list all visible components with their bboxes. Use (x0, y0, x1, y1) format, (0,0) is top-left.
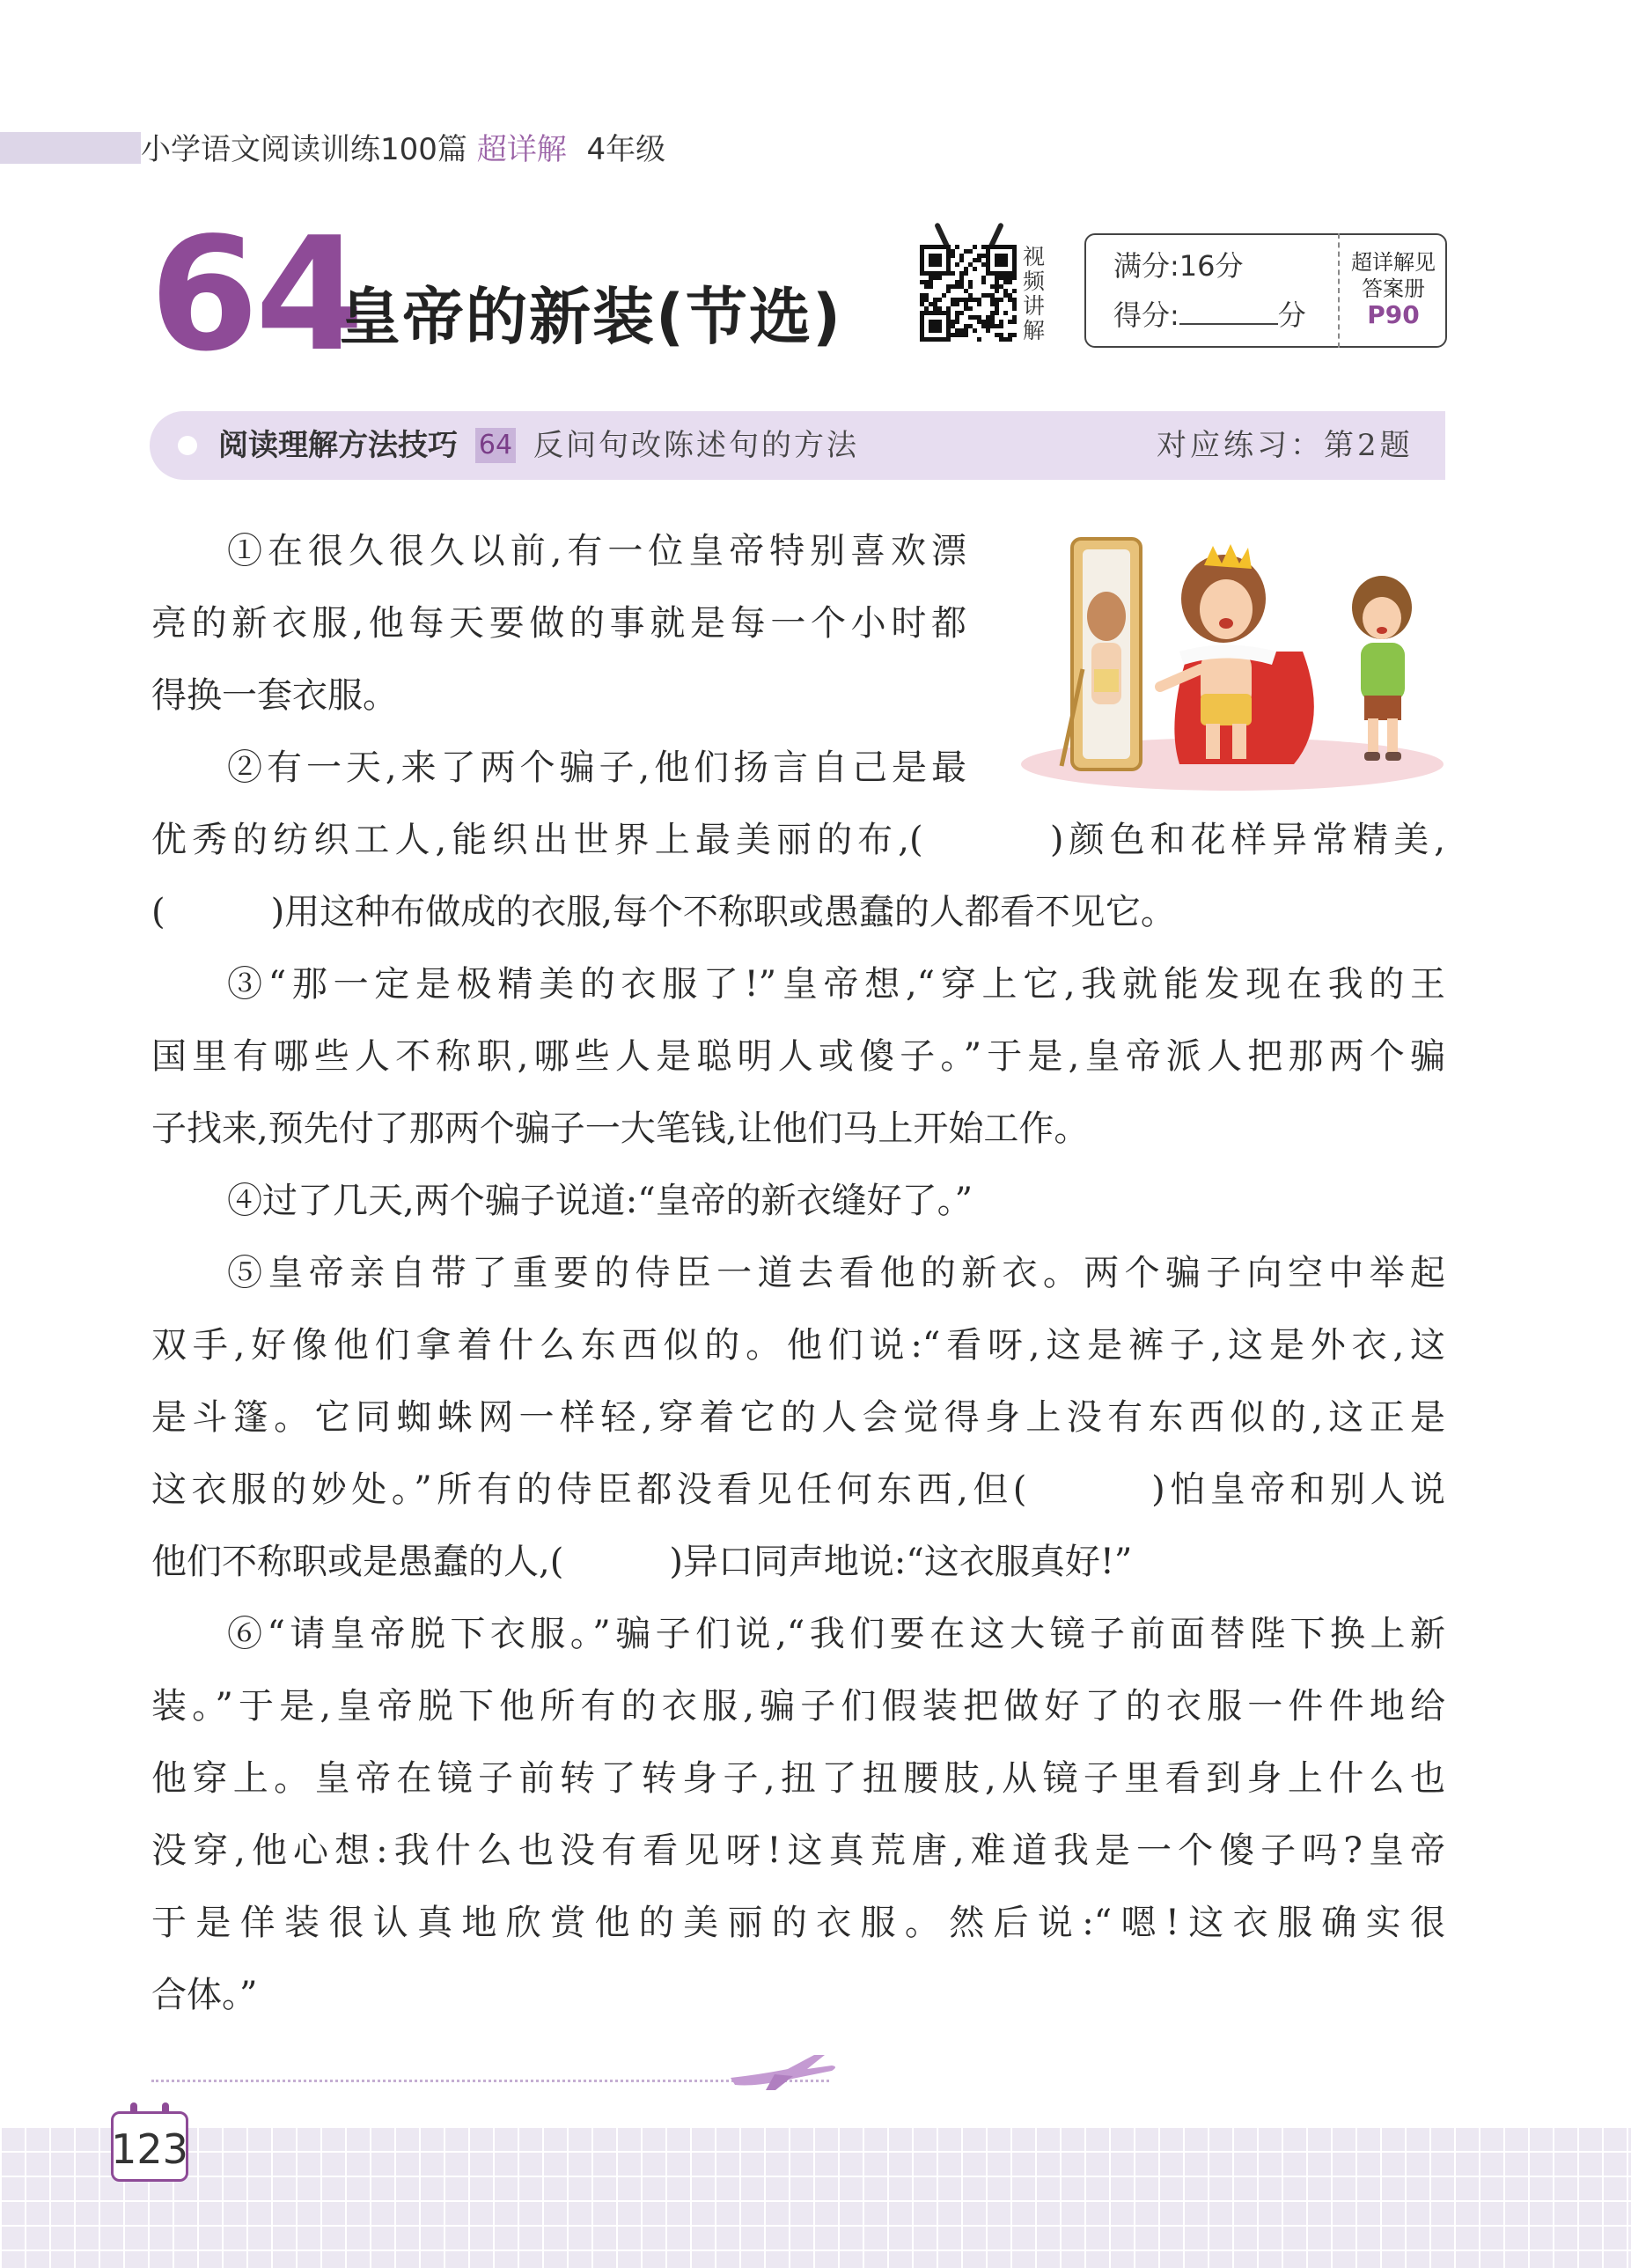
answer-ref-line2: 答案册 (1362, 276, 1425, 301)
passage-line: 优秀的纺织工人,能织出世界上最美丽的布,( )颜色和花样异常精美, (151, 820, 1445, 860)
bullet-dot-icon (178, 436, 197, 455)
answer-reference (1340, 249, 1447, 328)
qr-label-char: 解 (1023, 318, 1046, 343)
method-description: 反问句改陈述句的方法 (533, 428, 859, 463)
score-got-label: 得分: (1113, 298, 1179, 332)
passage-line: ⑥“请皇帝脱下衣服。”骗子们说,“我们要在这大镜子前面替陛下换上新 (227, 1614, 1445, 1654)
score-got-unit: 分 (1277, 298, 1306, 332)
passage-line: 子找来,预先付了那两个骗子一大笔钱,让他们马上开始工作。 (151, 1108, 1090, 1149)
passage-line: 装。”于是,皇帝脱下他所有的衣服,骗子们假装把做好了的衣服一件件地给 (151, 1686, 1445, 1727)
passage-line: ⑤皇帝亲自带了重要的侍臣一道去看他的新衣。两个骗子向空中举起 (227, 1253, 1445, 1293)
qr-video-label (1023, 245, 1049, 343)
qr-label-char: 讲 (1023, 293, 1046, 319)
lesson-number: 64 (150, 203, 361, 386)
passage-line: 得换一套衣服。 (151, 675, 398, 716)
passage-line: 他们不称职或是愚蠢的人,( )异口同声地说:“这衣服真好!” (151, 1542, 1133, 1582)
book-title: 小学语文阅读训练100篇 (141, 132, 467, 167)
grade-label: 4年级 (586, 132, 666, 167)
score-blank[interactable] (1179, 298, 1278, 325)
lesson-title: 皇帝的新装(节选) (339, 281, 842, 353)
passage-line: ( )用这种布做成的衣服,每个不称职或愚蠢的人都看不见它。 (151, 892, 1176, 932)
passage-line: 没穿,他心想:我什么也没有看见呀!这真荒唐,难道我是一个傻子吗?皇帝 (151, 1830, 1445, 1871)
page-number: 123 (111, 2125, 188, 2173)
full-score: 满分:16分 (1113, 249, 1244, 283)
method-label: 阅读理解方法技巧 (218, 428, 458, 463)
book-accent: 超详解 (476, 132, 567, 167)
airplane-icon (726, 2043, 841, 2095)
passage-line: 亮的新衣服,他每天要做的事就是每一个小时都 (151, 603, 966, 644)
answer-page: P90 (1367, 300, 1420, 329)
qr-label-char: 频 (1023, 269, 1046, 294)
running-header (141, 132, 665, 167)
qr-label-char: 视 (1023, 244, 1046, 269)
footer-grid-band (0, 2126, 1631, 2268)
emperor-mirror-illustration (1012, 519, 1452, 801)
passage-line: 这衣服的妙处。”所有的侍臣都没看见任何东西,但( )怕皇帝和别人说 (151, 1469, 1445, 1510)
passage-line: ③“那一定是极精美的衣服了!”皇帝想,“穿上它,我就能发现在我的王 (227, 964, 1445, 1005)
answer-ref-line1: 超详解见 (1351, 250, 1436, 275)
method-exercise-ref: 对应练习：第2题 (1157, 428, 1414, 463)
passage-line: 双手,好像他们拿着什么东西似的。他们说:“看呀,这是裤子,这是外衣,这 (151, 1325, 1445, 1366)
passage-line: ①在很久很久以前,有一位皇帝特别喜欢漂 (227, 531, 966, 571)
qr-code-graphic (920, 245, 1017, 342)
passage-line: ④过了几天,两个骗子说道:“皇帝的新衣缝好了。” (227, 1181, 973, 1221)
passage-line: 于是佯装很认真地欣赏他的美丽的衣服。然后说:“嗯!这衣服确实很 (151, 1903, 1445, 1943)
passage-line: ②有一天,来了两个骗子,他们扬言自己是最 (227, 747, 966, 788)
passage-line: 他穿上。皇帝在镜子前转了转身子,扭了扭腰肢,从镜子里看到身上什么也 (151, 1758, 1445, 1799)
passage-line: 国里有哪些人不称职,哪些人是聪明人或傻子。”于是,皇帝派人把那两个骗 (151, 1036, 1445, 1077)
qr-code-icon[interactable] (920, 245, 1017, 342)
score-field[interactable] (1113, 298, 1306, 333)
method-number: 64 (475, 428, 516, 463)
passage-line: 合体。” (151, 1975, 258, 2015)
passage-line: 是斗篷。它同蜘蛛网一样轻,穿着它的人会觉得身上没有东西似的,这正是 (151, 1397, 1445, 1438)
header-accent-bar (0, 132, 141, 164)
